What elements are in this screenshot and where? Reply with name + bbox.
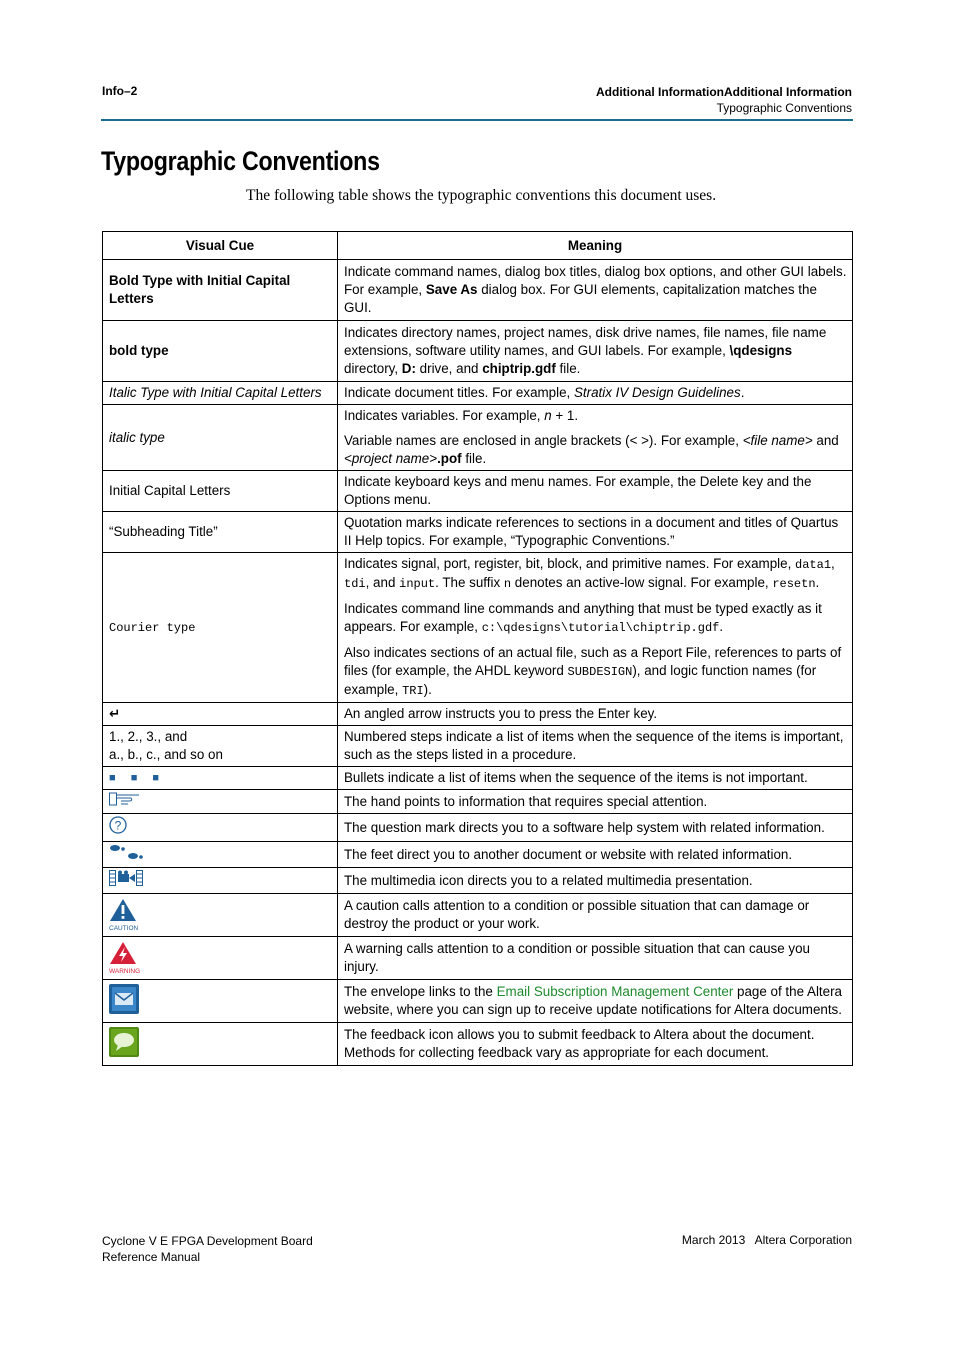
col-meaning: Meaning [338, 232, 853, 260]
table-row [103, 894, 853, 937]
table-row [103, 980, 853, 1023]
feet-icon [109, 844, 145, 865]
table-row [103, 512, 853, 553]
cue-cell [103, 1023, 338, 1066]
meaning-cell: The multimedia icon directs you to a related multimedia presentation. [338, 868, 853, 894]
footer-date-company: March 2013 Altera Corporation [681, 1233, 852, 1247]
cue-cell: Courier type [103, 553, 338, 703]
question-mark-icon [109, 816, 127, 839]
cue-cell: Italic Type with Initial Capital Letters [103, 382, 338, 405]
bullets-icon: ■ ■ ■ [103, 767, 338, 790]
email-subscription-link[interactable]: Email Subscription Management Center [496, 984, 734, 999]
table-row [103, 814, 853, 842]
meaning-cell: Indicates directory names, project names, disk drive names, file names, file name extensions, software utility names, and GUI labels. For example, \qdesigns directory, D: drive, and chiptrip.gdf file. [338, 321, 853, 382]
meaning-cell: Indicate command names, dialog box titles, dialog box options, and other GUI labels. For example, Save As dialog box. For GUI elements, capitalization matches the GUI. [338, 260, 853, 321]
cue-cell: Bold Type with Initial Capital Letters [103, 260, 338, 321]
warning-icon: WARNING [109, 941, 140, 975]
table-row [103, 405, 853, 471]
enter-arrow-icon: ↵ [103, 703, 338, 726]
meaning-cell: The envelope links to the Email Subscription Management Center page of the Altera website, where you can sign up to receive update notifications for Altera documents. [338, 980, 853, 1023]
meaning-cell: The feet direct you to another document or website with related information. [338, 842, 853, 868]
table-row [103, 842, 853, 868]
multimedia-icon [109, 870, 143, 891]
cue-cell: 1., 2., 3., and a., b., c., and so on [103, 726, 338, 767]
table-row [103, 868, 853, 894]
pointing-hand-icon [109, 792, 141, 811]
meaning-cell: Indicates signal, port, register, bit, block, and primitive names. For example, data1, tdi, and input. The suffix n denotes an active-low signal. For example, resetn. Indicates command line commands and anything that must be typed exactly as it appears. For example, c:\qdesigns\tutorial\chiptrip.gdf. Also indicates sections of an actual file, such as a Report File, references to parts of files (for example, the AHDL keyword SUBDESIGN), and logic function names (for example, TRI). [338, 553, 853, 703]
table-row [103, 726, 853, 767]
meaning-cell: Numbered steps indicate a list of items when the sequence of the items is important, such as the steps listed in a procedure. [338, 726, 853, 767]
conventions-table [102, 231, 853, 1066]
running-header [596, 84, 852, 116]
table-row [103, 703, 853, 726]
cue-cell [103, 790, 338, 814]
page-label: Info–2 [102, 84, 138, 98]
table-row [103, 382, 853, 405]
footer-document: Cyclone V E FPGA Development Board Reference Manual [102, 1234, 313, 1264]
feedback-icon[interactable] [109, 1027, 139, 1062]
cue-cell [103, 868, 338, 894]
cue-cell [103, 814, 338, 842]
meaning-cell: Indicates variables. For example, n + 1. Variable names are enclosed in angle brackets (< >). For example, <file name> and <project name>.pof file. [338, 405, 853, 471]
meaning-cell: The feedback icon allows you to submit feedback to Altera about the document. Methods for collecting feedback vary as appropriate for each document. [338, 1023, 853, 1066]
table-row [103, 321, 853, 382]
meaning-cell: Indicate keyboard keys and menu names. For example, the Delete key and the Options menu. [338, 471, 853, 512]
table-header-row [103, 232, 853, 260]
cue-cell [103, 842, 338, 868]
meaning-cell: Bullets indicate a list of items when the sequence of the items is not important. [338, 767, 853, 790]
meaning-cell: A caution calls attention to a condition or possible situation that can damage or destroy the product or your work. [338, 894, 853, 937]
page-title: Typographic Conventions [101, 146, 380, 176]
caution-icon: CAUTION [109, 898, 138, 932]
cue-cell [103, 894, 338, 937]
header-rule [101, 119, 853, 121]
table-row [103, 937, 853, 980]
cue-cell: Initial Capital Letters [103, 471, 338, 512]
meaning-cell: Quotation marks indicate references to sections in a document and titles of Quartus II Help topics. For example, “Typographic Conventions.” [338, 512, 853, 553]
col-visual-cue: Visual Cue [103, 232, 338, 260]
meaning-cell: A warning calls attention to a condition or possible situation that can cause you injury. [338, 937, 853, 980]
cue-cell: italic type [103, 405, 338, 471]
table-row [103, 471, 853, 512]
cue-cell: bold type [103, 321, 338, 382]
table-row [103, 1023, 853, 1066]
chapter-title: Additional InformationAdditional Information [596, 85, 852, 99]
cue-cell: “Subheading Title” [103, 512, 338, 553]
svg-text:?: ? [114, 818, 122, 833]
section-title: Typographic Conventions [716, 101, 852, 115]
meaning-cell: An angled arrow instructs you to press the Enter key. [338, 703, 853, 726]
table-row [103, 260, 853, 321]
cue-cell [103, 937, 338, 980]
envelope-icon[interactable] [109, 984, 139, 1019]
table-row [103, 790, 853, 814]
meaning-cell: Indicate document titles. For example, Stratix IV Design Guidelines. [338, 382, 853, 405]
meaning-cell: The question mark directs you to a software help system with related information. [338, 814, 853, 842]
cue-cell [103, 980, 338, 1023]
meaning-cell: The hand points to information that requires special attention. [338, 790, 853, 814]
table-row [103, 767, 853, 790]
table-row [103, 553, 853, 703]
intro-text: The following table shows the typographic conventions this document uses. [246, 187, 717, 204]
